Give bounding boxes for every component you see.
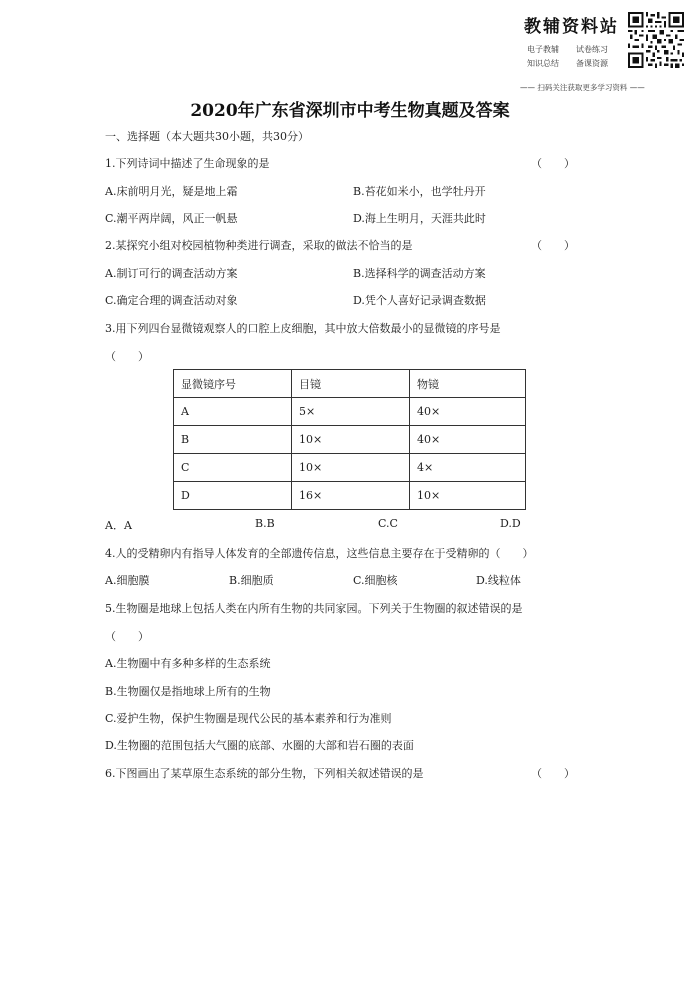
table-cell: 10× (292, 426, 410, 454)
table-cell: 5× (292, 398, 410, 426)
brand-tag: 知识总结 (527, 59, 559, 68)
option: C.确定合理的调查活动对象 (105, 294, 238, 307)
option: A．A (105, 519, 132, 532)
answer-bracket: （ ） (531, 239, 575, 252)
table-row (174, 426, 526, 454)
table-cell: B (174, 426, 292, 454)
option: D.D (500, 517, 521, 530)
table-row (174, 398, 526, 426)
brand-slogan: —— 扫码关注获取更多学习资料 —— (520, 83, 645, 92)
brand-title: 教辅资料站 (524, 17, 619, 37)
question-stem: 4.人的受精卵内有指导人体发育的全部遗传信息，这些信息主要存在于受精卵的（ ） (105, 547, 534, 560)
question-stem: 1.下列诗词中描述了生命现象的是 (105, 157, 270, 170)
answer-bracket: （ ） (105, 630, 149, 643)
table-cell: A (174, 398, 292, 426)
option: D.生物圈的范围包括大气圈的底部、水圈的大部和岩石圈的表面 (105, 739, 414, 752)
table-header-cell: 显微镜序号 (174, 370, 292, 398)
option: A.生物圈中有多种多样的生态系统 (105, 657, 271, 670)
option: B.细胞质 (229, 574, 274, 587)
question-stem: 6.下图画出了某草原生态系统的部分生物，下列相关叙述错误的是 (105, 767, 424, 780)
table-cell: 10× (410, 482, 526, 510)
option: A.床前明月光，疑是地上霜 (105, 185, 238, 198)
table-cell: 4× (410, 454, 526, 482)
table-cell: D (174, 482, 292, 510)
option: D.凭个人喜好记录调查数据 (353, 294, 486, 307)
option: D.海上生明月，天涯共此时 (353, 212, 486, 225)
option: A.细胞膜 (105, 574, 150, 587)
brand-tag: 电子教辅 (527, 45, 559, 54)
table-cell: 40× (410, 426, 526, 454)
table-cell: 10× (292, 454, 410, 482)
table-header-row (174, 370, 526, 398)
question-stem: 3.用下列四台显微镜观察人的口腔上皮细胞，其中放大倍数最小的显微镜的序号是 (105, 322, 501, 335)
option: D.线粒体 (476, 574, 521, 587)
qr-code-icon (628, 12, 684, 68)
option: B.生物圈仅是指地球上所有的生物 (105, 685, 271, 698)
microscope-table (173, 369, 526, 510)
question-stem: 2.某探究小组对校园植物种类进行调查，采取的做法不恰当的是 (105, 239, 413, 252)
answer-bracket: （ ） (531, 157, 575, 170)
table-cell: C (174, 454, 292, 482)
option: B.苔花如米小，也学牡丹开 (353, 185, 486, 198)
section-heading: 一、选择题（本大题共30小题，共30分） (105, 130, 309, 143)
table-header-cell: 目镜 (292, 370, 410, 398)
option: A.制订可行的调查活动方案 (105, 267, 238, 280)
brand-tag: 备课资源 (576, 59, 608, 68)
answer-bracket: （ ） (531, 767, 575, 780)
option: C.C (378, 517, 398, 530)
option: B.选择科学的调查活动方案 (353, 267, 486, 280)
table-row (174, 454, 526, 482)
question-stem: 5.生物圈是地球上包括人类在内所有生物的共同家园。下列关于生物圈的叙述错误的是 (105, 602, 523, 615)
document-title: 2020年广东省深圳市中考生物真题及答案 (190, 101, 510, 121)
option: C.爱护生物，保护生物圈是现代公民的基本素养和行为准则 (105, 712, 392, 725)
option: C.潮平两岸阔，风正一帆悬 (105, 212, 238, 225)
table-row (174, 482, 526, 510)
brand-tag: 试卷练习 (576, 45, 608, 54)
option: B.B (255, 517, 275, 530)
table-header-cell: 物镜 (410, 370, 526, 398)
answer-bracket: （ ） (105, 350, 149, 363)
option: C.细胞核 (353, 574, 398, 587)
table-cell: 16× (292, 482, 410, 510)
table-cell: 40× (410, 398, 526, 426)
